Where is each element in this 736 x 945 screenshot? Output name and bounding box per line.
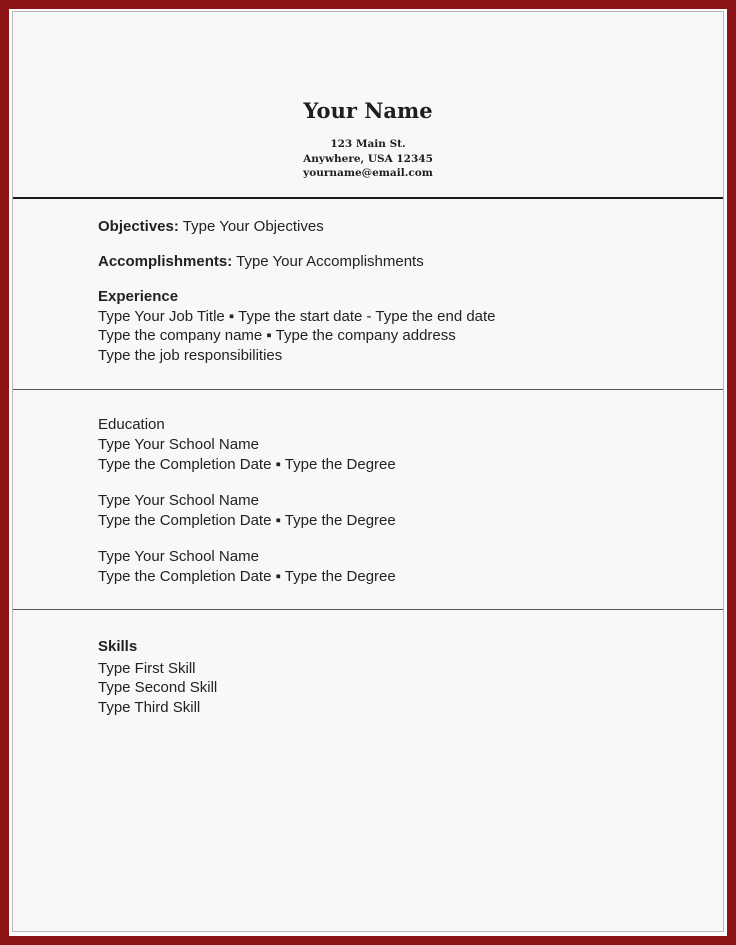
accomplishments-label: Accomplishments:: [98, 253, 233, 270]
street-address: 123 Main St.: [330, 138, 406, 150]
section-divider: [13, 609, 723, 610]
section-divider: [13, 389, 723, 390]
experience-company-line: Type the company name ▪ Type the company address: [98, 327, 456, 344]
applicant-name: Your Name: [303, 98, 433, 123]
skill-item: Type Second Skill: [98, 679, 218, 696]
contact-block: [13, 137, 723, 181]
education-heading: Education: [98, 416, 165, 433]
completion-detail: Type the Completion Date ▪ Type the Degree: [98, 455, 396, 473]
completion-detail: Type the Completion Date ▪ Type the Degree: [98, 511, 396, 529]
school-name: Type Your School Name: [98, 492, 259, 509]
skill-item: Type Third Skill: [98, 698, 201, 716]
skills-heading: Skills: [98, 638, 138, 655]
school-name: Type Your School Name: [98, 548, 259, 565]
education-entry: [98, 435, 396, 474]
education-entry: [98, 547, 396, 586]
experience-job-line: Type Your Job Title ▪ Type the start date - Type the end date: [98, 307, 496, 325]
objectives-value: Type Your Objectives: [182, 218, 324, 235]
completion-detail: Type the Completion Date ▪ Type the Degree: [98, 567, 396, 585]
skill-item: Type First Skill: [98, 659, 196, 677]
email-address: yourname@email.com: [303, 167, 433, 179]
experience-responsibilities-line: Type the job responsibilities: [98, 346, 283, 364]
experience-section: [98, 287, 496, 365]
resume-page: [12, 11, 724, 932]
education-entry: [98, 491, 396, 530]
objectives-label: Objectives:: [98, 218, 179, 235]
skills-section: [98, 637, 217, 717]
accomplishments-value: Type Your Accomplishments: [236, 253, 424, 270]
accomplishments-line: [98, 252, 424, 272]
city-state-zip: Anywhere, USA 12345: [303, 152, 433, 165]
header-divider: [13, 197, 723, 199]
objectives-line: [98, 217, 324, 237]
experience-heading: Experience: [98, 288, 179, 305]
school-name: Type Your School Name: [98, 436, 259, 453]
